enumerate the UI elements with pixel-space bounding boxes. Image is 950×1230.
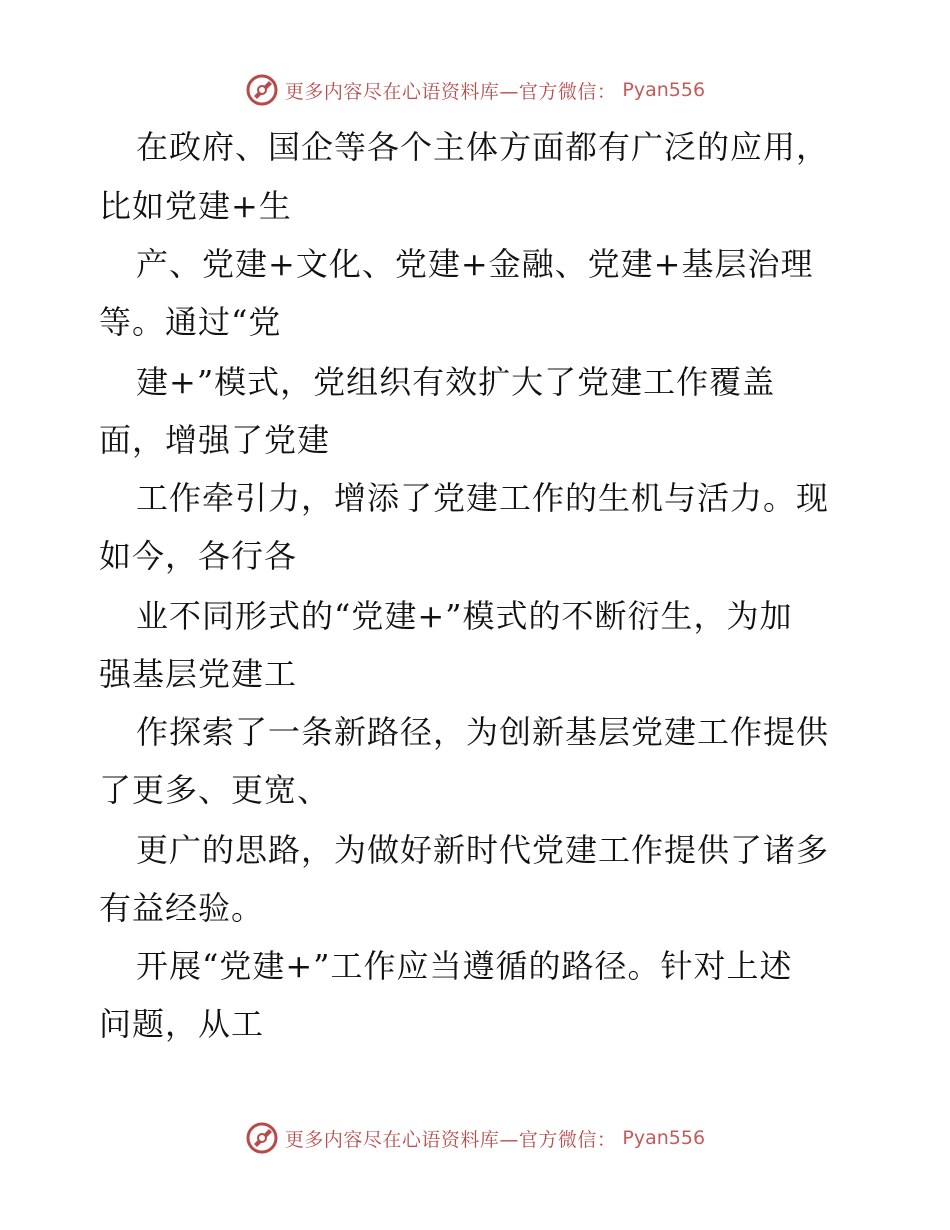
- banner-text: 更多内容尽在心语资料库—官方微信：: [284, 80, 617, 103]
- text-line: 在政府、国企等各个主体方面都有广泛的应用，: [136, 128, 830, 166]
- text-line: 了更多、更宽、: [99, 771, 331, 809]
- banner-handle: Pyan556: [622, 1127, 706, 1149]
- banner-handle: Pyan556: [622, 79, 706, 101]
- text-line: 业不同形式的“党建+”模式的不断衍生，为加: [136, 597, 793, 635]
- text-line: 开展“党建+”工作应当遵循的路径。针对上述: [136, 947, 793, 985]
- seal-logo-icon: [245, 1121, 279, 1155]
- text-line: 有益经验。: [99, 889, 265, 927]
- text-line: 如今，各行各: [99, 537, 298, 575]
- banner-text: 更多内容尽在心语资料库—官方微信：: [284, 1128, 617, 1151]
- text-line: 作探索了一条新路径，为创新基层党建工作提供: [136, 713, 830, 751]
- text-line: 比如党建+生: [99, 187, 292, 225]
- text-line: 更广的思路，为做好新时代党建工作提供了诸多: [136, 831, 830, 869]
- text-line: 面，增强了党建: [99, 421, 331, 459]
- text-line: 产、党建+文化、党建+金融、党建+基层治理: [136, 245, 814, 283]
- footer-banner: [0, 1118, 950, 1158]
- text-line: 建+”模式，党组织有效扩大了党建工作覆盖: [136, 363, 776, 401]
- text-line: 问题，从工: [99, 1005, 265, 1043]
- text-line: 工作牵引力，增添了党建工作的生机与活力。现: [136, 479, 830, 517]
- text-line: 强基层党建工: [99, 655, 298, 693]
- text-line: 等。通过“党: [99, 303, 282, 341]
